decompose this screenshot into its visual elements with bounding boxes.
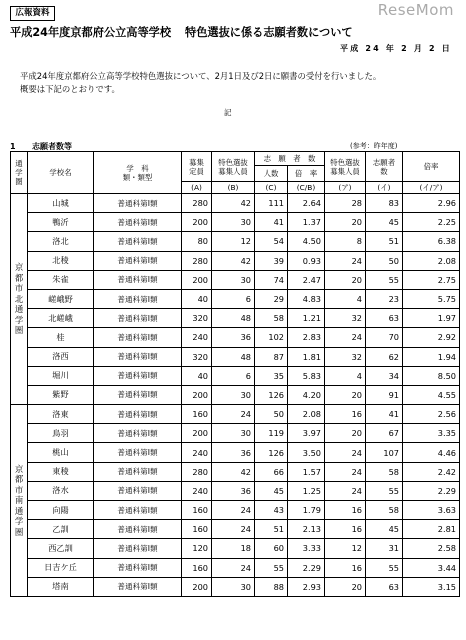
- prev-quota: 24: [325, 328, 366, 347]
- applicant-count: 58: [255, 309, 288, 328]
- tokushoku-quota: 30: [212, 577, 255, 596]
- applicant-ratio: 2.29: [288, 558, 325, 577]
- capacity-value: 320: [182, 347, 212, 366]
- prev-applicants: 58: [366, 462, 403, 481]
- course-type: 普通科第Ⅰ類: [94, 194, 182, 213]
- table-row: [11, 462, 460, 481]
- prev-quota: 32: [325, 309, 366, 328]
- table-row: [11, 501, 460, 520]
- course-type: 普通科第Ⅰ類: [94, 328, 182, 347]
- table-row: [11, 366, 460, 385]
- district-name: 京都市南通学圏: [14, 463, 24, 537]
- district-cell: [11, 194, 28, 405]
- prev-quota: 12: [325, 539, 366, 558]
- course-type: 普通科第Ⅰ類: [94, 577, 182, 596]
- prev-quota: 20: [325, 270, 366, 289]
- prev-quota: 16: [325, 405, 366, 424]
- press-release-tag: 広報資料: [10, 6, 55, 21]
- prev-quota: 24: [325, 443, 366, 462]
- applicant-count: 39: [255, 251, 288, 270]
- document-title: [10, 24, 353, 40]
- table-row: [11, 309, 460, 328]
- header-course: 学 科 類・類型: [94, 152, 182, 194]
- table-row: [11, 232, 460, 251]
- tokushoku-quota: 36: [212, 328, 255, 347]
- school-name: 乙訓: [28, 520, 94, 539]
- ki-mark: 記: [224, 108, 232, 117]
- applicant-count: 35: [255, 366, 288, 385]
- prev-applicants: 63: [366, 309, 403, 328]
- tokushoku-quota: 30: [212, 424, 255, 443]
- header-ratio-code: (C/B): [288, 182, 325, 194]
- table-row: [11, 385, 460, 404]
- course-type: 普通科第Ⅰ類: [94, 501, 182, 520]
- tokushoku-quota: 24: [212, 405, 255, 424]
- prev-quota: 20: [325, 424, 366, 443]
- school-name: 北稜: [28, 251, 94, 270]
- prev-quota: 16: [325, 501, 366, 520]
- school-name: 鴨沂: [28, 213, 94, 232]
- table-row: [11, 347, 460, 366]
- applicant-count: 54: [255, 232, 288, 251]
- district-name: 京都市北通学圏: [14, 262, 24, 336]
- applicant-count: 126: [255, 443, 288, 462]
- prev-applicants: 70: [366, 328, 403, 347]
- header-prev-ratio-code: (イ/ア): [403, 182, 460, 194]
- tokushoku-quota: 42: [212, 251, 255, 270]
- header-tok-code: (B): [212, 182, 255, 194]
- header-ratio: 倍 率: [288, 166, 325, 182]
- table-row: [11, 213, 460, 232]
- title-main: 平成24年度京都府公立高等学校: [10, 26, 172, 39]
- prev-ratio: 3.44: [403, 558, 460, 577]
- school-name: 東稜: [28, 462, 94, 481]
- header-school: 学校名: [28, 152, 94, 194]
- prev-applicants: 107: [366, 443, 403, 462]
- applicant-count: 111: [255, 194, 288, 213]
- school-name: 山城: [28, 194, 94, 213]
- prev-quota: 4: [325, 289, 366, 308]
- table-row: [11, 481, 460, 500]
- applicant-count: 51: [255, 520, 288, 539]
- school-name: 日吉ケ丘: [28, 558, 94, 577]
- capacity-value: 160: [182, 520, 212, 539]
- capacity-value: 160: [182, 501, 212, 520]
- document-date: 平成 24 年 2 月 2 日: [340, 44, 452, 53]
- district-cell: [11, 405, 28, 597]
- prev-ratio: 3.63: [403, 501, 460, 520]
- prev-ratio: 2.25: [403, 213, 460, 232]
- tokushoku-quota: 30: [212, 213, 255, 232]
- capacity-value: 200: [182, 270, 212, 289]
- applicant-ratio: 1.25: [288, 481, 325, 500]
- capacity-value: 320: [182, 309, 212, 328]
- prev-applicants: 34: [366, 366, 403, 385]
- capacity-value: 200: [182, 385, 212, 404]
- tokushoku-quota: 6: [212, 366, 255, 385]
- school-name: 嵯峨野: [28, 289, 94, 308]
- school-name: 北嵯峨: [28, 309, 94, 328]
- course-type: 普通科第Ⅰ類: [94, 385, 182, 404]
- prev-ratio: 2.96: [403, 194, 460, 213]
- prev-applicants: 62: [366, 347, 403, 366]
- table-row: [11, 328, 460, 347]
- resemom-logo: ReseMom: [377, 1, 454, 19]
- section-title: 志願者数等: [32, 142, 72, 151]
- header-capacity: 募集 定員: [182, 152, 212, 182]
- prev-applicants: 45: [366, 213, 403, 232]
- prev-applicants: 55: [366, 270, 403, 289]
- capacity-value: 120: [182, 539, 212, 558]
- prev-quota: 20: [325, 213, 366, 232]
- prev-quota: 16: [325, 520, 366, 539]
- tokushoku-quota: 42: [212, 194, 255, 213]
- prev-ratio: 5.75: [403, 289, 460, 308]
- prev-quota: 20: [325, 577, 366, 596]
- prev-quota: 24: [325, 481, 366, 500]
- title-sub: 特色選抜に係る志願者数について: [185, 26, 353, 39]
- tokushoku-quota: 6: [212, 289, 255, 308]
- applicant-ratio: 4.83: [288, 289, 325, 308]
- applicant-count: 50: [255, 405, 288, 424]
- prev-quota: 24: [325, 462, 366, 481]
- header-prev-app: 志願者 数: [366, 152, 403, 182]
- prev-applicants: 63: [366, 577, 403, 596]
- capacity-value: 280: [182, 462, 212, 481]
- applicant-count: 74: [255, 270, 288, 289]
- applicant-count: 45: [255, 481, 288, 500]
- table-row: [11, 251, 460, 270]
- course-type: 普通科第Ⅰ類: [94, 347, 182, 366]
- applicant-ratio: 4.20: [288, 385, 325, 404]
- capacity-value: 80: [182, 232, 212, 251]
- applicant-ratio: 2.08: [288, 405, 325, 424]
- tokushoku-quota: 30: [212, 385, 255, 404]
- header-applicants-group: 志 願 者 数: [255, 152, 325, 166]
- prev-applicants: 41: [366, 405, 403, 424]
- applicant-count: 88: [255, 577, 288, 596]
- prev-applicants: 50: [366, 251, 403, 270]
- prev-quota: 4: [325, 366, 366, 385]
- applicant-count: 87: [255, 347, 288, 366]
- course-type: 普通科第Ⅰ類: [94, 539, 182, 558]
- prev-ratio: 2.75: [403, 270, 460, 289]
- capacity-value: 200: [182, 213, 212, 232]
- school-name: 桃山: [28, 443, 94, 462]
- applicant-count: 29: [255, 289, 288, 308]
- header-tokushoku: 特色選抜 募集人員: [212, 152, 255, 182]
- school-name: 洛東: [28, 405, 94, 424]
- capacity-value: 240: [182, 443, 212, 462]
- capacity-value: 240: [182, 328, 212, 347]
- intro-line-2: 概要は下記のとおりです。: [20, 84, 120, 94]
- prev-ratio: 2.56: [403, 405, 460, 424]
- course-type: 普通科第Ⅰ類: [94, 443, 182, 462]
- course-type: 普通科第Ⅰ類: [94, 558, 182, 577]
- school-name: 紫野: [28, 385, 94, 404]
- header-prev-tok: 特色選抜 募集人員: [325, 152, 366, 182]
- header-prev-app-code: (イ): [366, 182, 403, 194]
- applicant-count: 55: [255, 558, 288, 577]
- prev-ratio: 2.08: [403, 251, 460, 270]
- tokushoku-quota: 24: [212, 520, 255, 539]
- header-prev-tok-code: (ア): [325, 182, 366, 194]
- prev-applicants: 45: [366, 520, 403, 539]
- course-type: 普通科第Ⅰ類: [94, 232, 182, 251]
- capacity-value: 280: [182, 251, 212, 270]
- prev-ratio: 2.58: [403, 539, 460, 558]
- tokushoku-quota: 36: [212, 443, 255, 462]
- table-row: [11, 539, 460, 558]
- school-name: 西乙訓: [28, 539, 94, 558]
- applicant-ratio: 1.21: [288, 309, 325, 328]
- school-name: 向陽: [28, 501, 94, 520]
- course-type: 普通科第Ⅰ類: [94, 213, 182, 232]
- prev-ratio: 6.38: [403, 232, 460, 251]
- capacity-value: 160: [182, 558, 212, 577]
- prev-quota: 20: [325, 385, 366, 404]
- prev-ratio: 1.94: [403, 347, 460, 366]
- tokushoku-quota: 24: [212, 501, 255, 520]
- table-row: [11, 424, 460, 443]
- prev-applicants: 55: [366, 481, 403, 500]
- course-type: 普通科第Ⅰ類: [94, 424, 182, 443]
- school-name: 塔南: [28, 577, 94, 596]
- applicant-count: 66: [255, 462, 288, 481]
- applicant-ratio: 1.57: [288, 462, 325, 481]
- capacity-value: 40: [182, 366, 212, 385]
- applicant-count: 60: [255, 539, 288, 558]
- header-cap-code: (A): [182, 182, 212, 194]
- prev-ratio: 2.42: [403, 462, 460, 481]
- header-district: [11, 152, 28, 194]
- prev-ratio: 3.35: [403, 424, 460, 443]
- applicants-table: [10, 151, 460, 597]
- tokushoku-quota: 42: [212, 462, 255, 481]
- prev-quota: 24: [325, 251, 366, 270]
- prev-ratio: 8.50: [403, 366, 460, 385]
- applicant-ratio: 3.50: [288, 443, 325, 462]
- table-row: [11, 443, 460, 462]
- applicant-ratio: 2.93: [288, 577, 325, 596]
- applicant-count: 43: [255, 501, 288, 520]
- applicant-ratio: 2.64: [288, 194, 325, 213]
- applicant-ratio: 1.79: [288, 501, 325, 520]
- table-row: [11, 520, 460, 539]
- school-name: 朱雀: [28, 270, 94, 289]
- school-name: 堀川: [28, 366, 94, 385]
- capacity-value: 40: [182, 289, 212, 308]
- capacity-value: 280: [182, 194, 212, 213]
- school-name: 洛水: [28, 481, 94, 500]
- section-number: 1: [10, 142, 16, 151]
- prev-ratio: 4.46: [403, 443, 460, 462]
- course-type: 普通科第Ⅰ類: [94, 309, 182, 328]
- intro-line-1: 平成24年度京都府公立高等学校特色選抜について、2月1日及び2日に願書の受付を行いました。: [20, 71, 382, 81]
- prev-quota: 8: [325, 232, 366, 251]
- applicant-ratio: 4.50: [288, 232, 325, 251]
- course-type: 普通科第Ⅰ類: [94, 251, 182, 270]
- prev-ratio: 1.97: [403, 309, 460, 328]
- school-name: 洛西: [28, 347, 94, 366]
- reference-note: (参考：昨年度): [350, 142, 398, 150]
- prev-ratio: 2.92: [403, 328, 460, 347]
- applicant-ratio: 1.81: [288, 347, 325, 366]
- course-type: 普通科第Ⅰ類: [94, 366, 182, 385]
- school-name: 洛北: [28, 232, 94, 251]
- capacity-value: 200: [182, 424, 212, 443]
- table-row: [11, 558, 460, 577]
- applicant-ratio: 2.47: [288, 270, 325, 289]
- applicant-ratio: 2.13: [288, 520, 325, 539]
- table-row: [11, 577, 460, 596]
- course-type: 普通科第Ⅰ類: [94, 405, 182, 424]
- prev-ratio: 3.15: [403, 577, 460, 596]
- capacity-value: 240: [182, 481, 212, 500]
- capacity-value: 200: [182, 577, 212, 596]
- school-name: 桂: [28, 328, 94, 347]
- course-type: 普通科第Ⅰ類: [94, 289, 182, 308]
- header-count: 人数: [255, 166, 288, 182]
- applicant-count: 102: [255, 328, 288, 347]
- prev-applicants: 67: [366, 424, 403, 443]
- header-district-text: 通学圏: [15, 159, 23, 186]
- prev-ratio: 2.29: [403, 481, 460, 500]
- tokushoku-quota: 18: [212, 539, 255, 558]
- prev-applicants: 83: [366, 194, 403, 213]
- prev-quota: 16: [325, 558, 366, 577]
- header-prev-ratio: 倍率: [403, 152, 460, 182]
- header-count-code: (C): [255, 182, 288, 194]
- prev-applicants: 55: [366, 558, 403, 577]
- applicant-ratio: 3.33: [288, 539, 325, 558]
- applicant-ratio: 0.93: [288, 251, 325, 270]
- applicant-count: 126: [255, 385, 288, 404]
- table-row: [11, 405, 460, 424]
- applicant-ratio: 5.83: [288, 366, 325, 385]
- tokushoku-quota: 24: [212, 558, 255, 577]
- applicant-count: 41: [255, 213, 288, 232]
- course-type: 普通科第Ⅰ類: [94, 270, 182, 289]
- prev-applicants: 51: [366, 232, 403, 251]
- course-type: 普通科第Ⅰ類: [94, 462, 182, 481]
- table-row: [11, 270, 460, 289]
- prev-applicants: 23: [366, 289, 403, 308]
- tokushoku-quota: 36: [212, 481, 255, 500]
- applicant-count: 119: [255, 424, 288, 443]
- applicant-ratio: 3.97: [288, 424, 325, 443]
- tokushoku-quota: 48: [212, 347, 255, 366]
- table-row: [11, 289, 460, 308]
- prev-ratio: 2.81: [403, 520, 460, 539]
- intro-paragraph: [20, 70, 460, 96]
- tokushoku-quota: 30: [212, 270, 255, 289]
- course-type: 普通科第Ⅰ類: [94, 481, 182, 500]
- prev-ratio: 4.55: [403, 385, 460, 404]
- prev-quota: 28: [325, 194, 366, 213]
- table-row: [11, 194, 460, 213]
- applicant-ratio: 1.37: [288, 213, 325, 232]
- prev-applicants: 31: [366, 539, 403, 558]
- tokushoku-quota: 12: [212, 232, 255, 251]
- capacity-value: 160: [182, 405, 212, 424]
- applicant-ratio: 2.83: [288, 328, 325, 347]
- school-name: 鳥羽: [28, 424, 94, 443]
- tokushoku-quota: 48: [212, 309, 255, 328]
- prev-quota: 32: [325, 347, 366, 366]
- course-type: 普通科第Ⅰ類: [94, 520, 182, 539]
- prev-applicants: 58: [366, 501, 403, 520]
- prev-applicants: 91: [366, 385, 403, 404]
